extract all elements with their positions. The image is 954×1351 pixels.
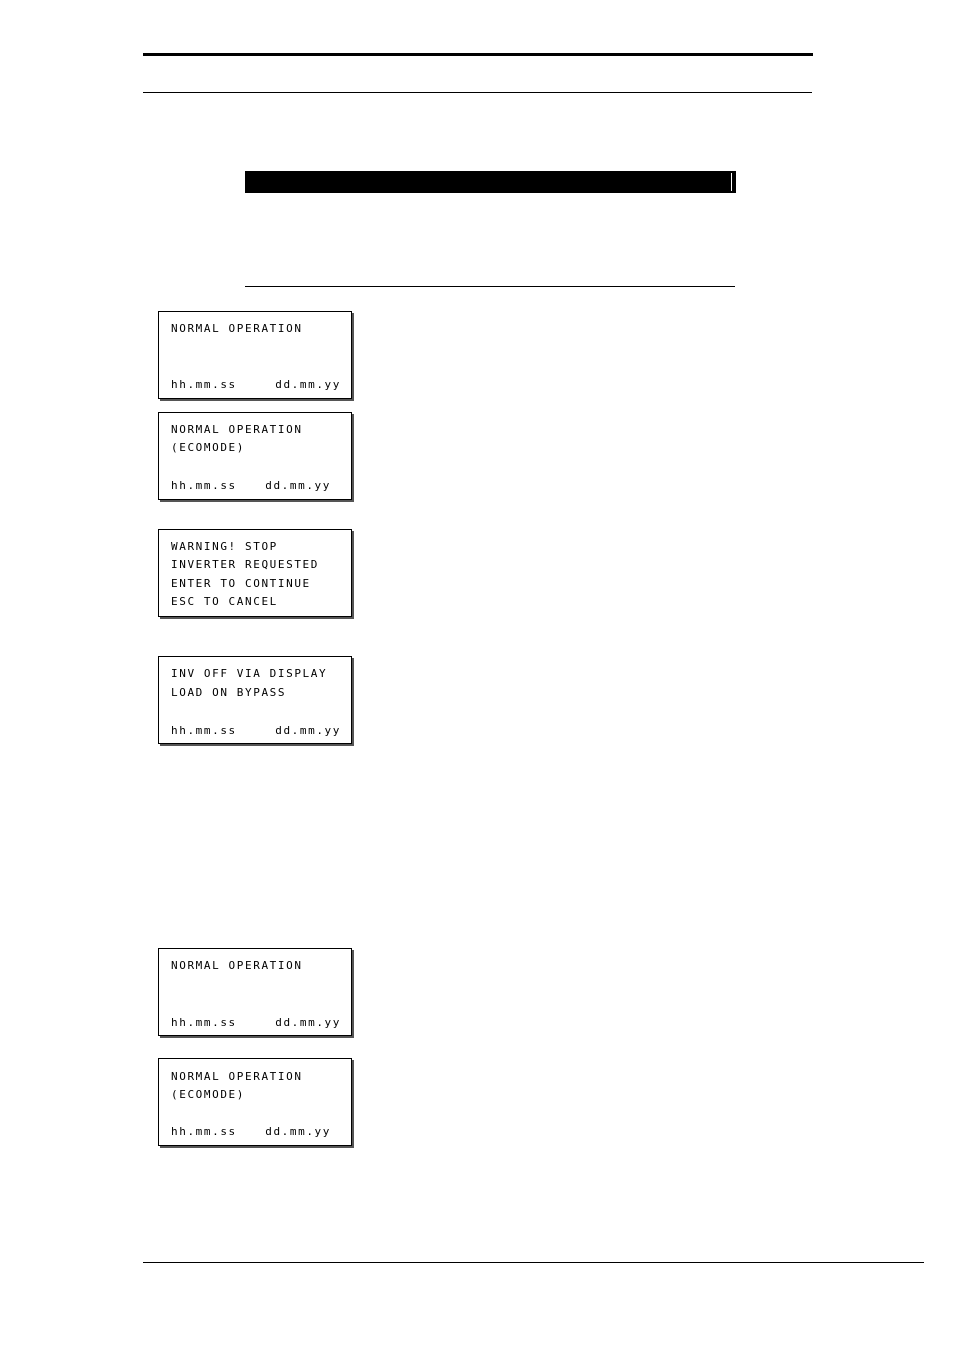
lcd-display-inverter-off: [158, 656, 352, 744]
lcd-display-normal-operation-ecomode: [158, 412, 352, 500]
lcd-time: hh.mm.ss: [171, 378, 237, 391]
lcd-time: hh.mm.ss: [171, 724, 237, 737]
lcd-line: (ECOMODE): [171, 1088, 246, 1101]
lcd-time: hh.mm.ss: [171, 479, 237, 492]
lcd-line: NORMAL OPERATION: [171, 322, 303, 335]
lcd-date: dd.mm.yy: [275, 1016, 341, 1029]
header-rule-thin: [143, 92, 812, 93]
footer-rule: [143, 1262, 924, 1263]
lcd-line: LOAD ON BYPASS: [171, 686, 287, 699]
lcd-line: ENTER TO CONTINUE: [171, 577, 311, 590]
lcd-line: INV OFF VIA DISPLAY: [171, 667, 328, 680]
lcd-line: INVERTER REQUESTED: [171, 558, 320, 571]
lcd-line: ESC TO CANCEL: [171, 595, 278, 608]
section-underline: [245, 286, 735, 287]
lcd-date: dd.mm.yy: [275, 378, 341, 391]
lcd-display-normal-operation-ecomode: [158, 1058, 352, 1146]
section-title-bar: [245, 171, 736, 193]
lcd-line: NORMAL OPERATION: [171, 959, 303, 972]
lcd-date: dd.mm.yy: [265, 1125, 331, 1138]
lcd-display-warning-stop-inverter: [158, 529, 352, 617]
lcd-date: dd.mm.yy: [265, 479, 331, 492]
lcd-time: hh.mm.ss: [171, 1125, 237, 1138]
lcd-line: NORMAL OPERATION: [171, 423, 303, 436]
lcd-display-normal-operation: [158, 948, 352, 1036]
lcd-line: (ECOMODE): [171, 441, 246, 454]
lcd-time: hh.mm.ss: [171, 1016, 237, 1029]
header-rule-thick: [143, 53, 813, 56]
lcd-line: NORMAL OPERATION: [171, 1070, 303, 1083]
lcd-display-normal-operation: [158, 311, 352, 399]
lcd-line: WARNING! STOP: [171, 540, 278, 553]
lcd-date: dd.mm.yy: [275, 724, 341, 737]
